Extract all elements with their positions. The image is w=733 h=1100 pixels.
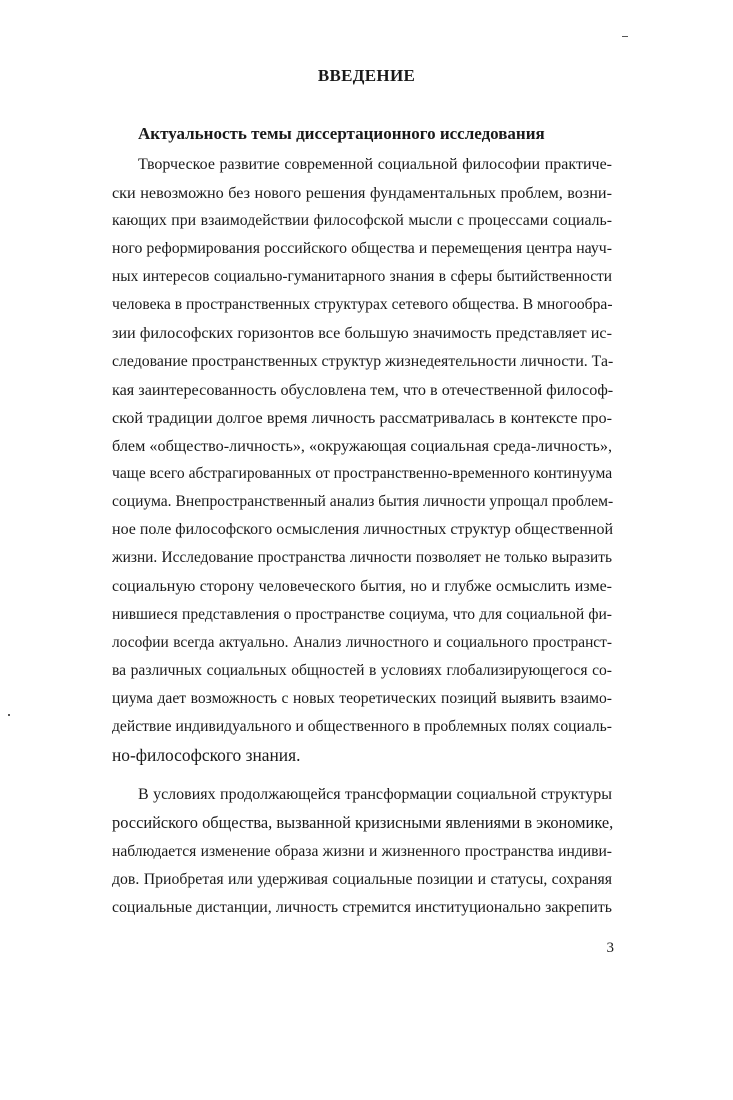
text-line: но-философского знания. <box>112 745 301 765</box>
text-line: социума. Внепространственный анализ бытия личности упрощал проблем- <box>112 493 614 510</box>
text-line: блем «общество-личность», «окружающая социальная среда-личность», <box>112 437 613 455</box>
text-line: Творческое развитие современной социальной философии практиче- <box>138 156 612 173</box>
text-line: кающих при взаимодействии философской мысли с процессами социаль- <box>112 212 612 229</box>
text-line: чаще всего абстрагированных от пространственно-временного континуума <box>112 465 613 482</box>
text-line: российского общества, вызванной кризисными явлениями в экономике, <box>112 813 614 832</box>
text-line: В условиях продолжающейся трансформации социальной структуры <box>138 786 612 803</box>
text-line: циума дает возможность с новых теоретических позиций выявить взаимо- <box>112 690 612 707</box>
text-line: кая заинтересованность обусловлена тем, что в отечественной философ- <box>112 381 614 399</box>
text-line: нившиеся представления о пространстве социума, что для социальной фи- <box>112 606 612 623</box>
text-line: жизни. Исследование пространства личности позволяет не только выразить <box>112 549 612 566</box>
scan-speck <box>8 714 10 716</box>
text-line: лософии всегда актуально. Анализ личностного и социального пространст- <box>112 634 612 651</box>
text-line: ное поле философского осмысления личностных структур общественной <box>112 521 614 538</box>
text-line: зии философских горизонтов все большую значимость представляет ис- <box>112 324 612 342</box>
section-subheading: Актуальность темы диссертационного исследования <box>138 124 545 143</box>
text-line: социальные дистанции, личность стремится институционально закрепить <box>112 899 612 916</box>
text-line: следование пространственных структур жизнедеятельности личности. Та- <box>112 353 614 370</box>
text-line: ски невозможно без нового решения фундаментальных проблем, возни- <box>112 184 612 202</box>
text-line: ных интересов социально-гуманитарного знания в сферы бытийственности <box>112 268 612 285</box>
scan-speck <box>622 36 628 37</box>
text-line: дов. Приобретая или удерживая социальные позиции и статусы, сохраняя <box>112 871 612 888</box>
text-line: социальную сторону человеческого бытия, но и глубже осмыслить изме- <box>112 578 612 595</box>
text-line: ва различных социальных общностей в условиях глобализирующегося со- <box>112 662 612 679</box>
text-line: ного реформирования российского общества и перемещения центра науч- <box>112 240 612 257</box>
text-line: ской традиции долгое время личность рассматривалась в контексте про- <box>112 409 612 427</box>
page-number: 3 <box>606 940 614 956</box>
page-heading: ВВЕДЕНИЕ <box>317 66 416 85</box>
text-line: человека в пространственных структурах сетевого общества. В многообра- <box>112 296 613 313</box>
text-line: наблюдается изменение образа жизни и жизненного пространства индиви- <box>112 843 612 860</box>
text-line: действие индивидуального и общественного в проблемных полях социаль- <box>112 718 612 735</box>
